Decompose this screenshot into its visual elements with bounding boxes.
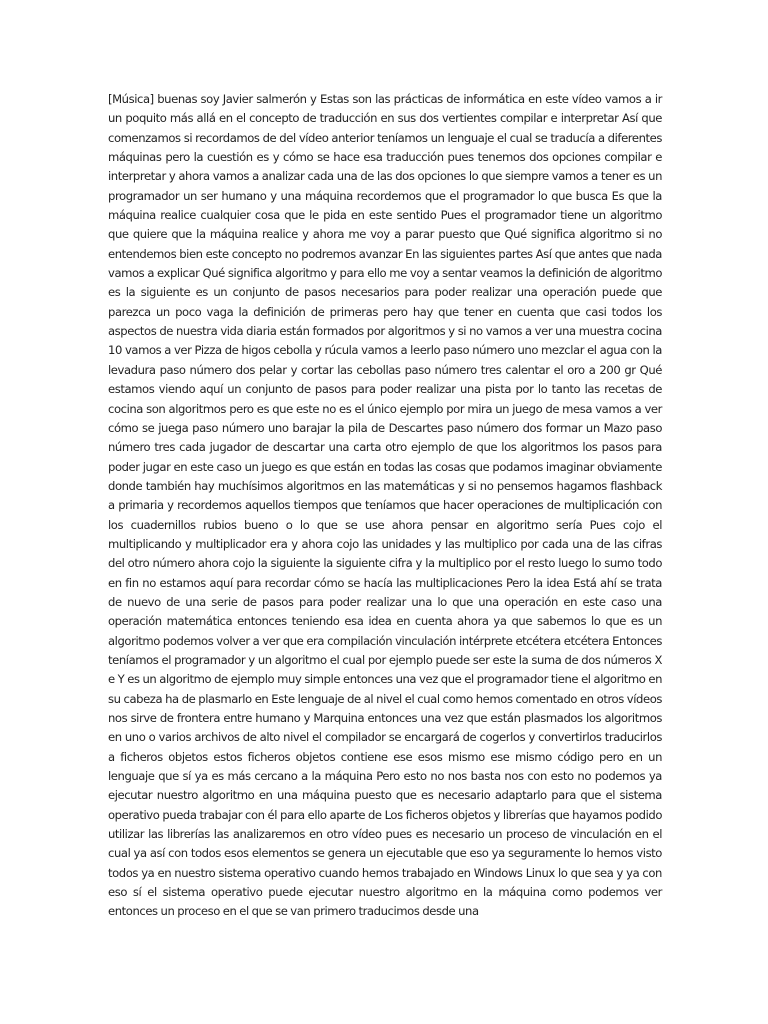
transcript-paragraph: [Música] buenas soy Javier salmerón y Estas son las prácticas de informática en este vídeo vamos a ir un poquito más allá en el concepto de traducción en sus dos vertientes compilar e interpretar Así que comenzamos si recordamos de del vídeo anterior teníamos un lenguaje el cual se traducía a diferentes máquinas pero la cuestión es y cómo se hace esa traducción pues tenemos dos opciones compilar e interpretar y ahora vamos a analizar cada una de las dos opciones lo que siempre vamos a tener es un programador un ser humano y una máquina recordemos que el programador lo que busca Es que la máquina realice cualquier cosa que le pida en este sentido Pues el programador tiene un algoritmo que quiere que la máquina realice y ahora me voy a parar puesto que Qué significa algoritmo si no entendemos bien este concepto no podremos avanzar En las siguientes partes Así que antes que nada vamos a explicar Qué significa algoritmo y para ello me voy a sentar veamos la definición de algoritmo es la siguiente es un conjunto de pasos necesarios para poder realizar una operación puede que parezca un poco vaga la definición de primeras pero hay que tener en cuenta que casi todos los aspectos de nuestra vida diaria están formados por algoritmos y si no vamos a ver una muestra cocina 10 vamos a ver Pizza de higos cebolla y rúcula vamos a leerlo paso número uno mezclar el agua con la levadura paso número dos pelar y cortar las cebollas paso número tres calentar el oro a 200 gr Qué estamos viendo aquí un conjunto de pasos para poder realizar una pista por lo tanto las recetas de cocina son algoritmos pero es que este no es el único ejemplo por mira un juego de mesa vamos a ver cómo se juega paso número uno barajar la pila de Descartes paso número dos formar un Mazo paso número tres cada jugador de descartar una carta otro ejemplo de que los algoritmos los pasos para poder jugar en este caso un juego es que están en todas las cosas que podamos imaginar obviamente donde también hay muchísimos algoritmos en las matemáticas y si no pensemos hagamos flashback a primaria y recordemos aquellos tiempos que teníamos que hacer operaciones de multiplicación con los cuadernillos rubios bueno o lo que se use ahora pensar en algoritmo sería Pues cojo el multiplicando y multiplicador era y ahora cojo las unidades y las multiplico por cada una de las cifras del otro número ahora cojo la siguiente la siguiente cifra y la multiplico por el resto luego lo sumo todo en fin no estamos aquí para recordar cómo se hacía las multiplicaciones Pero la idea Está ahí se trata de nuevo de una serie de pasos para poder realizar una lo que una operación en este caso una operación matemática entonces teniendo esa idea en cuenta ahora ya que sabemos lo que es un algoritmo podemos volver a ver que era compilación vinculación intérprete etcétera etcétera Entonces teníamos el programador y un algoritmo el cual por ejemplo puede ser este la suma de dos números X e Y es un algoritmo de ejemplo muy simple entonces una vez que el programador tiene el algoritmo en su cabeza ha de plasmarlo en Este lenguaje de al nivel el cual como hemos comentado en otros vídeos nos sirve de frontera entre humano y Marquina entonces una vez que están plasmados los algoritmos en uno o varios archivos de alto nivel el compilador se encargará de cogerlos y convertirlos traducirlos a ficheros objetos estos ficheros objetos contiene ese esos mismo ese mismo código pero en un lenguaje que sí ya es más cercano a la máquina Pero esto no nos basta nos con esto no podemos ya ejecutar nuestro algoritmo en una máquina puesto que es necesario adaptarlo para que el sistema operativo pueda trabajar con él para ello aparte de Los ficheros objetos y librerías que hayamos podido utilizar las librerías las analizaremos en otro vídeo pues es necesario un proceso de vinculación en el cual ya así con todos esos elementos se genera un ejecutable que eso ya seguramente lo hemos visto todos ya en nuestro sistema operativo cuando hemos trabajado en Windows Linux lo que sea y ya con eso sí el sistema operativo puede ejecutar nuestro algoritmo en la máquina como podemos ver entonces un proceso en el que se van primero traducimos desde una [108, 92, 662, 919]
